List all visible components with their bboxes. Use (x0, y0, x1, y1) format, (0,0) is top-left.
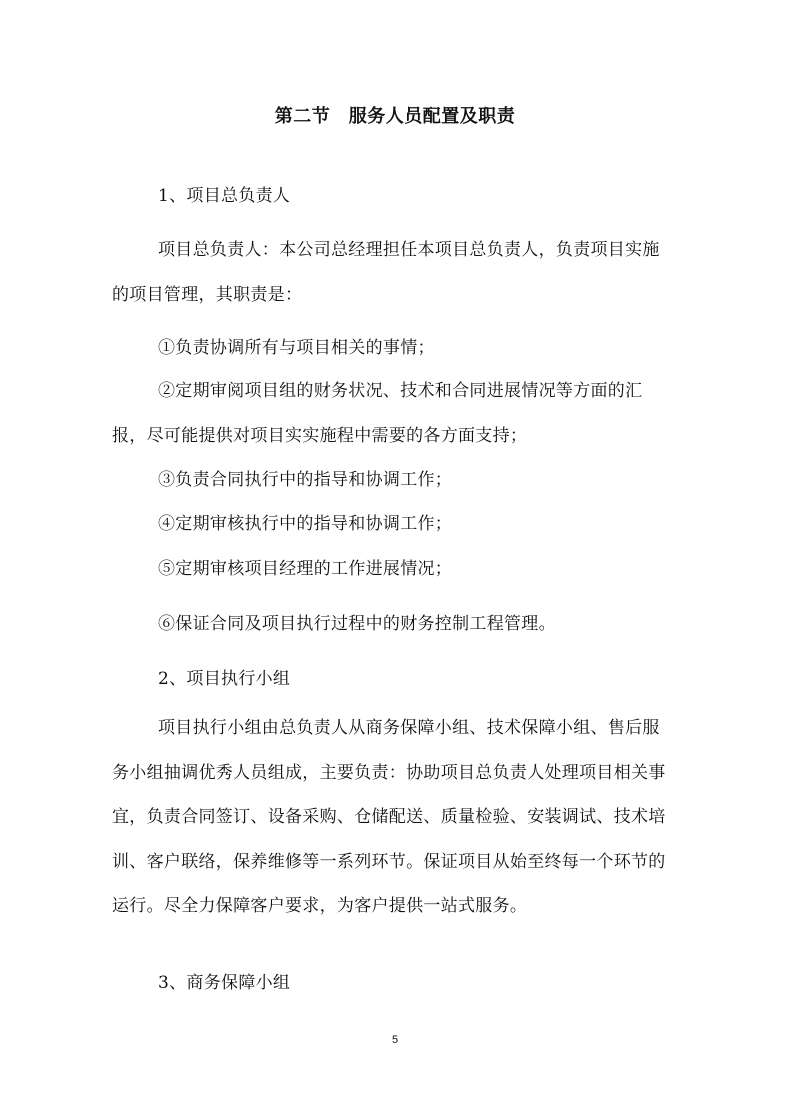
duty-item-5: ⑤定期审核项目经理的工作进展情况； (158, 559, 453, 579)
section-title: 第二节 服务人员配置及职责 (274, 106, 516, 127)
page-number: 5 (391, 1034, 399, 1046)
duty-item-3: ③负责合同执行中的指导和协调工作； (158, 470, 453, 490)
heading-business-team: 3、商务保障小组 (158, 973, 291, 993)
duty-item-2: ②定期审阅项目组的财务状况、技术和合同进展情况等方面的汇报，尽可能提供对项目实实施程中需要的各方面支持； (112, 381, 643, 446)
heading-project-lead: 1、项目总负责人 (158, 186, 291, 206)
duty-item-4: ④定期审核执行中的指导和协调工作； (158, 514, 453, 534)
paragraph-execution-team-desc: 项目执行小组由总负责人从商务保障小组、技术保障小组、售后服务小组抽调优秀人员组成，主要负责：协助项目总负责人处理项目相关事宜，负责合同签订、设备采购、仓储配送、质量检验、安装调试、技术培训、客户联络，保养维修等一系列环节。保证项目从始至终每一个环节的运行。尽全力保障客户要求，为客户提供一站式服务。 (112, 718, 666, 916)
paragraph-project-lead-desc: 项目总负责人：本公司总经理担任本项目总负责人，负责项目实施的项目管理，其职责是： (112, 240, 660, 305)
heading-execution-team: 2、项目执行小组 (158, 669, 291, 689)
duty-item-1: ①负责协调所有与项目相关的事情； (158, 338, 435, 358)
duty-item-6: ⑥保证合同及项目执行过程中的财务控制工程管理。 (158, 614, 556, 634)
